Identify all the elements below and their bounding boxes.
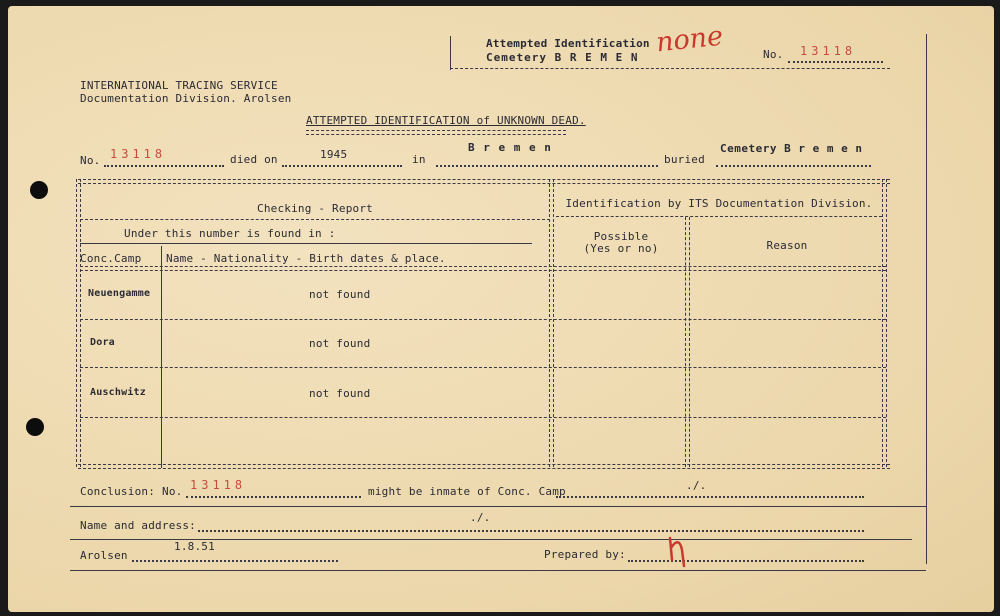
stamp-no-label: No. — [763, 48, 784, 61]
name-address-label: Name and address: — [80, 519, 196, 532]
conclusion-no-label: No. — [162, 485, 183, 498]
conclusion-no-dots — [186, 496, 361, 498]
record-buried-label: buried — [664, 153, 705, 166]
record-buried-dots — [716, 165, 871, 167]
stamp-left-border — [450, 36, 451, 70]
footer-rule — [70, 570, 926, 571]
row-divider-2 — [80, 367, 886, 368]
title-underline — [306, 130, 566, 135]
table-left-border — [76, 179, 81, 467]
org-line-2: Documentation Division. Arolsen — [80, 92, 292, 105]
col-camp-header: Conc.Camp — [80, 252, 142, 265]
handwritten-none: none — [654, 20, 725, 59]
prepared-by-label: Prepared by: — [544, 548, 626, 561]
record-no-dots — [104, 165, 224, 167]
record-in-dots — [436, 165, 658, 167]
stamp-line-1: Attempted Identification — [486, 37, 650, 50]
table-top-border — [78, 179, 890, 184]
table-right-border — [882, 179, 887, 467]
conclusion-no-value: 13118 — [190, 478, 247, 492]
record-buried-value: Cemetery B r e m e n — [720, 142, 863, 155]
row-name: not found — [309, 387, 371, 400]
name-address-dots — [198, 530, 864, 532]
conclusion-camp-dots — [556, 496, 864, 498]
record-died-value: 1945 — [320, 148, 348, 161]
row-name: not found — [309, 337, 371, 350]
punch-hole-bottom — [26, 418, 44, 436]
conclusion-label: Conclusion: — [80, 485, 156, 498]
signature-mark — [664, 530, 694, 570]
record-in-label: in — [412, 153, 426, 166]
row-camp: Auschwitz — [90, 387, 146, 398]
header-rule-left — [80, 219, 550, 220]
under-number-text: Under this number is found in : — [124, 227, 336, 240]
row-divider-1 — [80, 319, 886, 320]
card-right-rule — [926, 34, 927, 564]
footer-place: Arolsen — [80, 549, 128, 562]
record-died-dots — [282, 165, 402, 167]
header-bottom-rule — [80, 266, 886, 271]
org-line-1: INTERNATIONAL TRACING SERVICE — [80, 79, 278, 92]
stamp-no-dots — [788, 61, 883, 63]
col-possible-header-2: (Yes or no) — [583, 242, 659, 255]
punch-hole-top — [30, 181, 48, 199]
form-title: ATTEMPTED IDENTIFICATION of UNKNOWN DEAD. — [306, 114, 586, 127]
record-no-value: 13118 — [110, 147, 167, 161]
footer-date-dots — [132, 560, 338, 562]
index-card — [8, 6, 994, 612]
checking-report-header: Checking - Report — [257, 202, 373, 215]
table-mid-divider — [549, 179, 554, 467]
stamp-line-2: Cemetery B R E M E N — [486, 51, 639, 64]
conclusion-rule — [70, 506, 926, 507]
conclusion-inmate-text: might be inmate of Conc. Camp — [368, 485, 566, 498]
table-bottom-border — [78, 464, 890, 469]
row-camp: Dora — [90, 337, 115, 348]
record-no-label: No. — [80, 154, 101, 167]
stamp-bottom-border — [450, 68, 890, 69]
name-address-value: ./. — [470, 511, 491, 524]
col-reason-header: Reason — [766, 239, 808, 252]
under-number-rule — [80, 243, 532, 244]
identification-header: Identification by ITS Documentation Division. — [565, 197, 873, 210]
header-rule-right — [556, 216, 882, 217]
record-in-value: B r e m e n — [468, 141, 552, 154]
row-name: not found — [309, 288, 371, 301]
row-divider-3 — [80, 417, 886, 418]
record-died-label: died on — [230, 153, 278, 166]
footer-date: 1.8.51 — [174, 540, 215, 553]
col-name-header: Name - Nationality - Birth dates & place. — [166, 252, 446, 265]
table-camp-divider — [161, 246, 162, 468]
row-camp: Neuengamme — [88, 288, 151, 299]
conclusion-camp-value: ./. — [686, 479, 707, 492]
col-possible-header-1: Possible — [593, 230, 649, 243]
stamp-no-value: 13118 — [800, 44, 857, 58]
